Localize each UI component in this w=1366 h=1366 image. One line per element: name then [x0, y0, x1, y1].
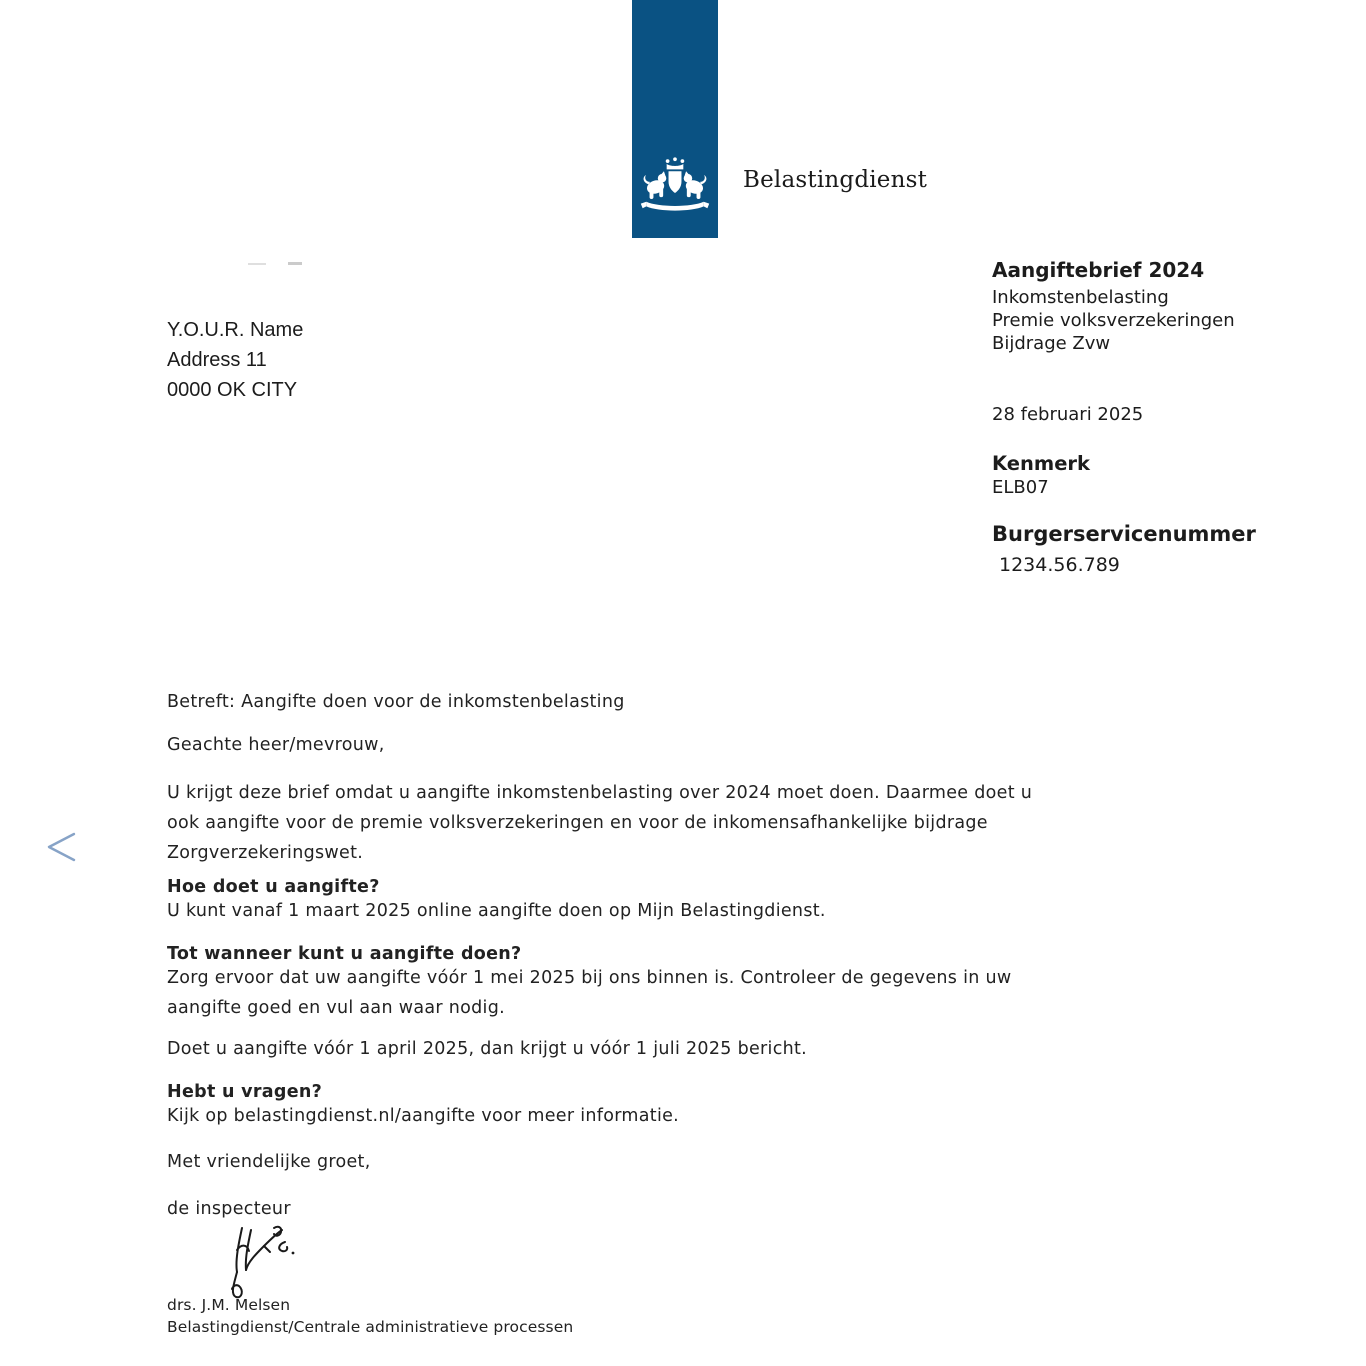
bsn-value: 1234.56.789 — [999, 554, 1120, 576]
intro-paragraph-line: Zorgverzekeringswet. — [167, 843, 364, 863]
letter-subject-3: Bijdrage Zvw — [992, 333, 1111, 354]
recipient-name: Y.O.U.R. Name — [167, 319, 304, 341]
recipient-address-block — [167, 315, 303, 405]
salutation: Geachte heer/mevrouw, — [167, 735, 385, 755]
bsn-label: Burgerservicenummer — [992, 522, 1256, 546]
early-filing-note: Doet u aangifte vóór 1 april 2025, dan krijgt u vóór 1 juli 2025 bericht. — [167, 1039, 808, 1059]
previous-page-chevron-icon[interactable] — [44, 830, 78, 864]
section-text-deadline-line: aangifte goed en vul aan waar nodig. — [167, 998, 505, 1018]
closing-salutation: Met vriendelijke groet, — [167, 1152, 371, 1172]
recipient-street: Address 11 — [167, 349, 267, 371]
section-text-how: U kunt vanaf 1 maart 2025 online aangifte doen op Mijn Belastingdienst. — [167, 901, 826, 921]
belastingdienst-logo-ribbon — [632, 0, 718, 238]
letter-title: Aangiftebrief 2024 — [992, 258, 1205, 282]
recipient-city: 0000 OK CITY — [167, 379, 298, 401]
scan-artifact-dash — [248, 263, 266, 265]
section-heading-how: Hoe doet u aangifte? — [167, 877, 380, 897]
section-heading-deadline: Tot wanneer kunt u aangifte doen? — [167, 944, 522, 964]
sender-department: Belastingdienst/Centrale administratieve processen — [167, 1318, 574, 1336]
reference-value: ELB07 — [992, 477, 1049, 498]
reference-label: Kenmerk — [992, 452, 1091, 475]
letter-subject-2: Premie volksverzekeringen — [992, 310, 1235, 331]
intro-paragraph-line: U krijgt deze brief omdat u aangifte inkomstenbelasting over 2024 moet doen. Daarmee doet u — [167, 783, 1033, 803]
betreft-line: Betreft: Aangifte doen voor de inkomstenbelasting — [167, 692, 625, 712]
section-text-deadline-line: Zorg ervoor dat uw aangifte vóór 1 mei 2025 bij ons binnen is. Controleer de gegevens in uw — [167, 968, 1012, 988]
sender-name: drs. J.M. Melsen — [167, 1296, 291, 1314]
section-text-questions: Kijk op belastingdienst.nl/aangifte voor meer informatie. — [167, 1106, 680, 1126]
sender-role: de inspecteur — [167, 1199, 291, 1219]
rijksoverheid-crest-icon — [638, 156, 712, 218]
signature-scribble — [212, 1218, 312, 1303]
letter-date: 28 februari 2025 — [992, 404, 1144, 425]
section-heading-questions: Hebt u vragen? — [167, 1082, 323, 1102]
letter-subject-1: Inkomstenbelasting — [992, 287, 1169, 308]
belastingdienst-wordmark: Belastingdienst — [743, 167, 928, 193]
scan-artifact-dash — [288, 262, 302, 265]
intro-paragraph-line: ook aangifte voor de premie volksverzekeringen en voor de inkomensafhankelijke bijdrage — [167, 813, 988, 833]
